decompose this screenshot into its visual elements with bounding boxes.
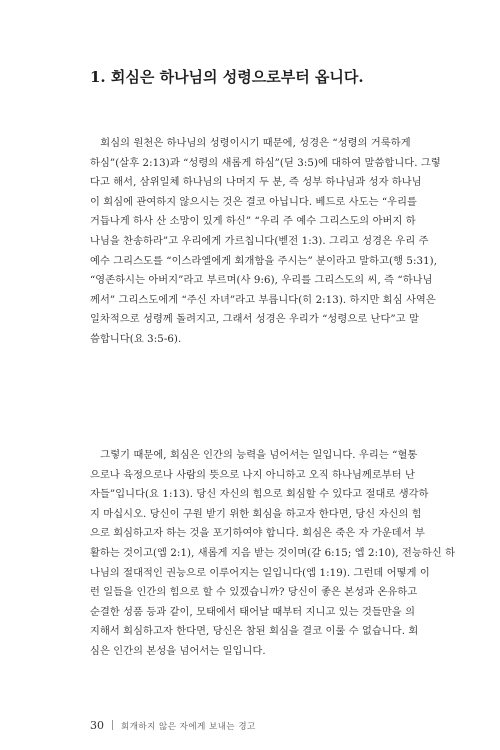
- page-footer: [90, 719, 256, 732]
- text-line: 거듭나게 하사 산 소망이 있게 하신” “우리 주 예수 그리스도의 아버지 하: [90, 216, 416, 228]
- text-line: 하심”(살후 2:13)과 “성령의 새롭게 하심”(딛 3:5)에 대하여 말씀합니다. 그렇: [90, 157, 441, 169]
- text-line: 심은 인간의 본성을 넘어서는 일입니다.: [90, 645, 266, 657]
- text-line: 으로나 육정으로나 사람의 뜻으로 나지 아니하고 오직 하나님께로부터 난: [90, 469, 415, 481]
- text-line: 순결한 성품 등과 같이, 모태에서 태어날 때부터 지니고 있는 것들만을 의: [90, 606, 416, 618]
- section-heading: 1. 회심은 하나님의 성령으로부터 옵니다.: [90, 68, 364, 86]
- text-line: 께서” 그리스도에게 “주신 자녀”라고 부릅니다(히 2:13). 하지만 회심 사역은: [90, 294, 436, 306]
- text-line: 자들”입니다(요 1:13). 당신 자신의 힘으로 회심할 수 있다고 절대로 생각하: [90, 489, 429, 501]
- text-line: 나님을 찬송하라”고 우리에게 가르칩니다(벧전 1:3). 그리고 성경은 우리 주: [90, 235, 429, 247]
- text-line: 일차적으로 성령께 돌려지고, 그래서 성경은 우리가 “성령으로 난다”고 말: [90, 314, 419, 326]
- body-paragraph-2: [90, 446, 455, 662]
- text-line: 지 마십시오. 당신이 구원 받기 위한 회심을 하고자 한다면, 당신 자신의 힘: [90, 508, 422, 520]
- text-line: “영존하시는 아버지”라고 부르며(사 9:6), 우리를 그리스도의 씨, 즉 “하나님: [90, 275, 433, 287]
- text-line: 다고 해서, 삼위일체 하나님의 나머지 두 분, 즉 성부 하나님과 성자 하나님: [90, 177, 422, 189]
- body-paragraph-1: [90, 134, 441, 350]
- text-line: 지해서 회심하고자 한다면, 당신은 참된 회심을 결코 이룰 수 없습니다. 회: [90, 626, 419, 638]
- text-line: 예수 그리스도를 “이스라엘에게 회개함을 주시는” 분이라고 말하고(행 5:31),: [90, 255, 438, 267]
- text-line: 이 회심에 관여하지 않으시는 것은 결코 아닙니다. 베드로 사도는 “우리를: [90, 196, 417, 208]
- running-title: 회개하지 않은 자에게 보내는 경고: [121, 722, 256, 732]
- text-line: 그렇기 때문에, 회심은 인간의 능력을 넘어서는 일입니다. 우리는 “혈통: [90, 450, 418, 461]
- page-number: 30: [90, 719, 104, 732]
- footer-divider: [112, 720, 113, 730]
- text-line: 런 일들을 인간의 힘으로 할 수 있겠습니까? 당신이 좋은 본성과 온유하고: [90, 587, 418, 599]
- text-line: 나님의 절대적인 권능으로 이루어지는 일입니다(엡 1:19). 그런데 어떻게 이: [90, 567, 430, 579]
- text-line: 으로 회심하고자 하는 것을 포기하여야 합니다. 회심은 죽은 자 가운데서 부: [90, 528, 425, 540]
- text-line: 씀합니다(요 3:5-6).: [90, 333, 182, 345]
- text-line: 회심의 원천은 하나님의 성령이시기 때문에, 성경은 “성령의 거룩하게: [90, 138, 411, 149]
- text-line: 활하는 것이고(엡 2:1), 새롭게 지음 받는 것이며(갈 6:15; 엡 2:10), 전능하신 하: [90, 547, 456, 559]
